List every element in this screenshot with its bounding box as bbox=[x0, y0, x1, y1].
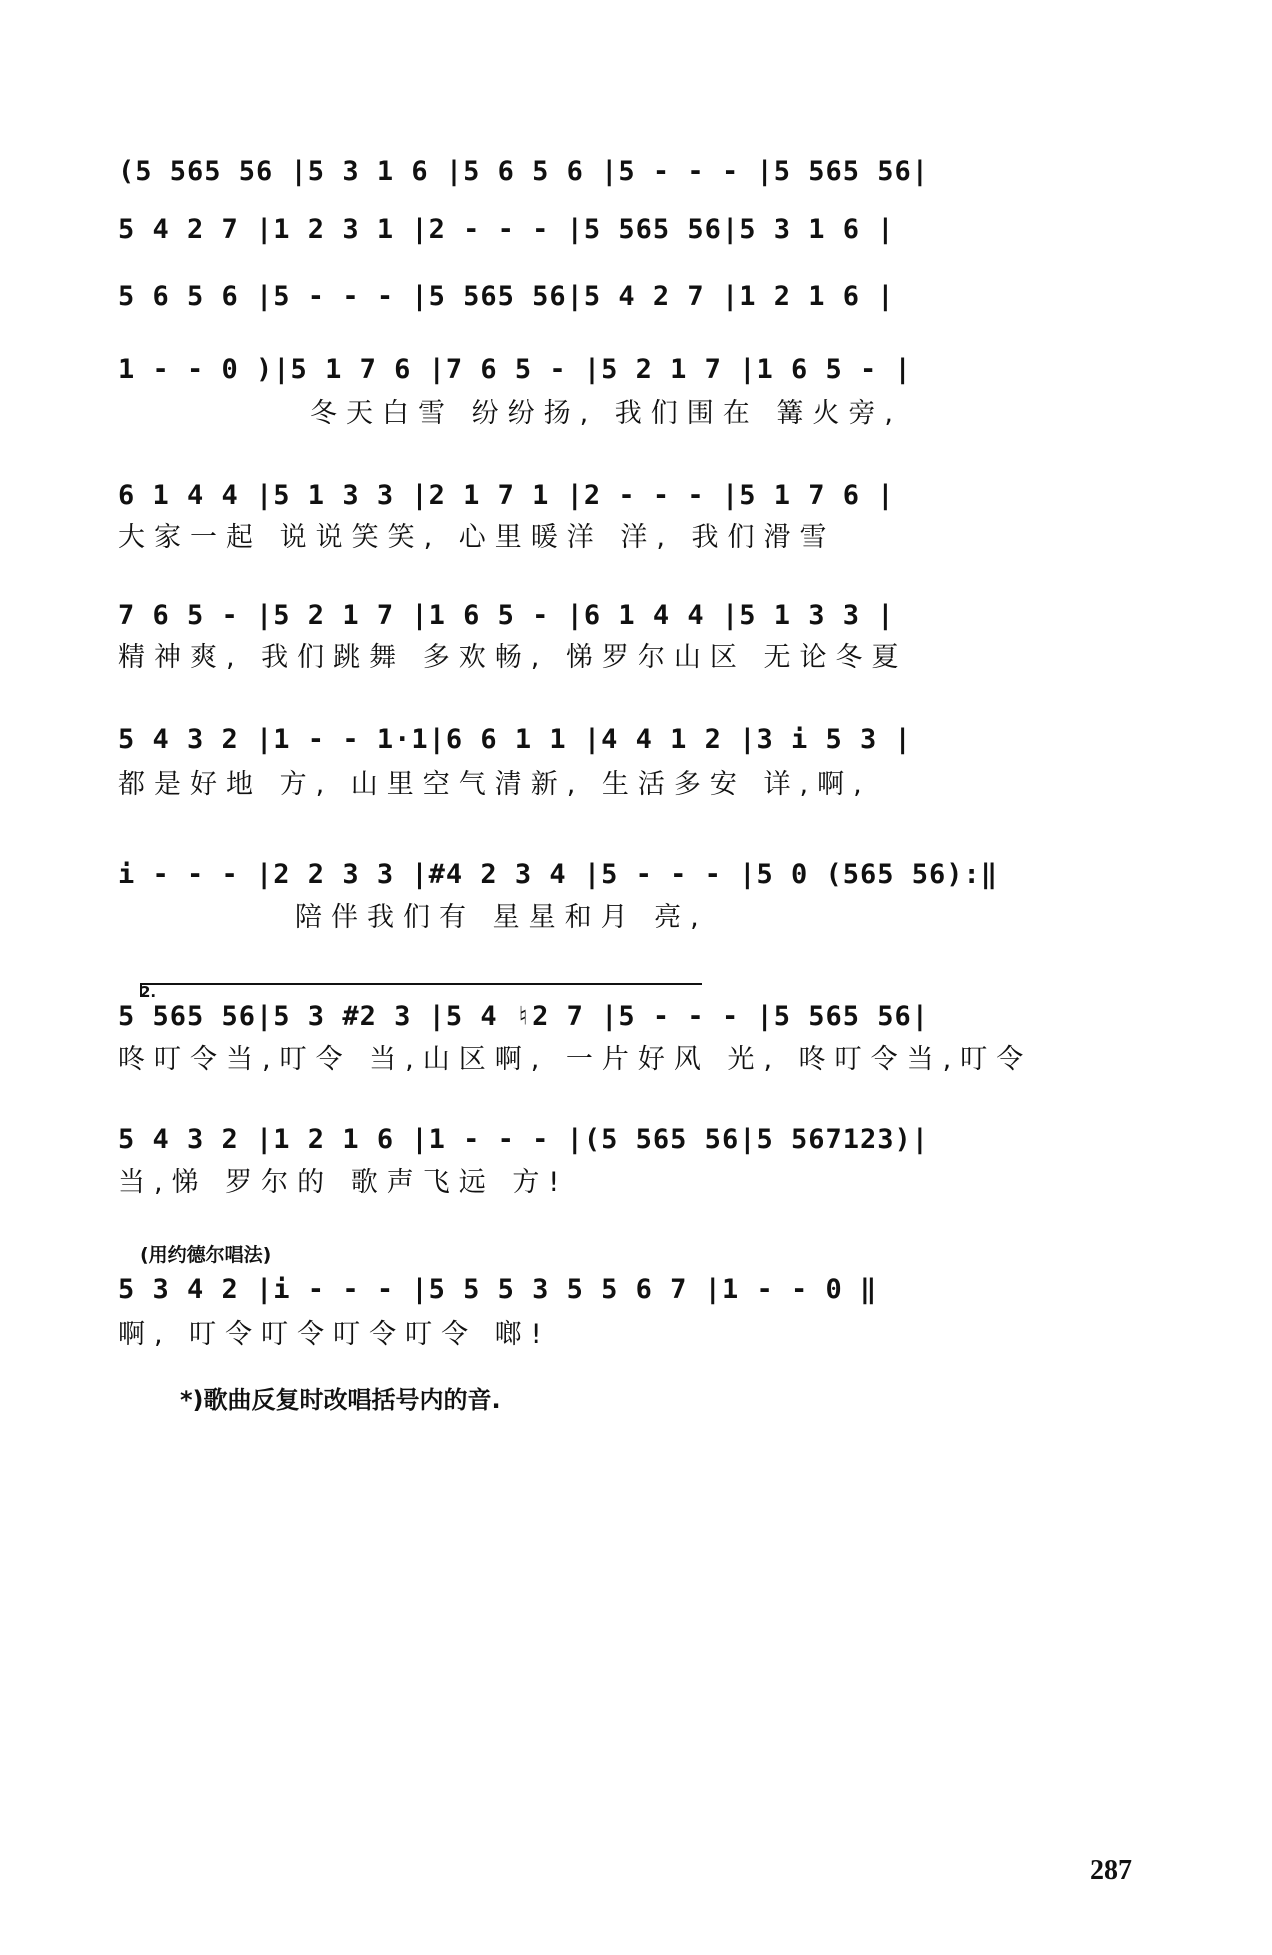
page-number: 287 bbox=[1090, 1855, 1132, 1886]
lyric-row-4: 冬天白雪 纷纷扬, 我们围在 篝火旁, bbox=[310, 398, 902, 429]
lyric-row-10: 当,悌 罗尔的 歌声飞远 方! bbox=[118, 1167, 569, 1198]
lyric-row-9: 咚叮令当,叮令 当,山区啊, 一片好风 光, 咚叮令当,叮令 bbox=[118, 1044, 1033, 1075]
footnote: *)歌曲反复时改唱括号内的音. bbox=[180, 1386, 501, 1414]
lyric-row-7: 都是好地 方, 山里空气清新, 生活多安 详,啊, bbox=[118, 769, 871, 800]
lyric-row-5: 大家一起 说说笑笑, 心里暖洋 洋, 我们滑雪 bbox=[118, 522, 836, 553]
lyric-row-6: 精神爽, 我们跳舞 多欢畅, 悌罗尔山区 无论冬夏 bbox=[118, 642, 908, 673]
score-row-1: (5 565 56 |5 3 1 6 |5 6 5 6 |5 - - - |5 565 56| bbox=[118, 156, 930, 187]
score-row-8: i - - - |2 2 3 3 |#4 2 3 4 |5 - - - |5 0 (565 56):‖ bbox=[118, 859, 999, 890]
lyric-row-8: 陪伴我们有 星星和月 亮, bbox=[295, 902, 708, 933]
lyric-row-11: 啊, 叮令叮令叮令叮令 啷! bbox=[118, 1319, 551, 1350]
volta-bracket bbox=[140, 983, 702, 997]
score-row-5: 6 1 4 4 |5 1 3 3 |2 1 7 1 |2 - - - |5 1 7 6 | bbox=[118, 480, 895, 511]
score-row-7: 5 4 3 2 |1 - - 1·1|6 6 1 1 |4 4 1 2 |3 i 5 3 | bbox=[118, 724, 912, 755]
score-row-6: 7 6 5 - |5 2 1 7 |1 6 5 - |6 1 4 4 |5 1 3 3 | bbox=[118, 600, 895, 631]
score-row-10: 5 4 3 2 |1 2 1 6 |1 - - - |(5 565 56|5 567123)| bbox=[118, 1124, 930, 1155]
score-row-9: 5 565 56|5 3 #2 3 |5 4 ♮2 7 |5 - - - |5 565 56| bbox=[118, 1001, 930, 1032]
volta-label: 2. bbox=[140, 983, 157, 1001]
score-row-11: 5 3 4 2 |i - - - |5 5 5 3 5 5 6 7 |1 - - 0 ‖ bbox=[118, 1274, 878, 1305]
score-row-4: 1 - - 0 )|5 1 7 6 |7 6 5 - |5 2 1 7 |1 6 5 - | bbox=[118, 354, 912, 385]
yodel-instruction: (用约德尔唱法) bbox=[140, 1244, 272, 1266]
score-row-3: 5 6 5 6 |5 - - - |5 565 56|5 4 2 7 |1 2 1 6 | bbox=[118, 281, 895, 312]
score-row-2: 5 4 2 7 |1 2 3 1 |2 - - - |5 565 56|5 3 1 6 | bbox=[118, 214, 895, 245]
